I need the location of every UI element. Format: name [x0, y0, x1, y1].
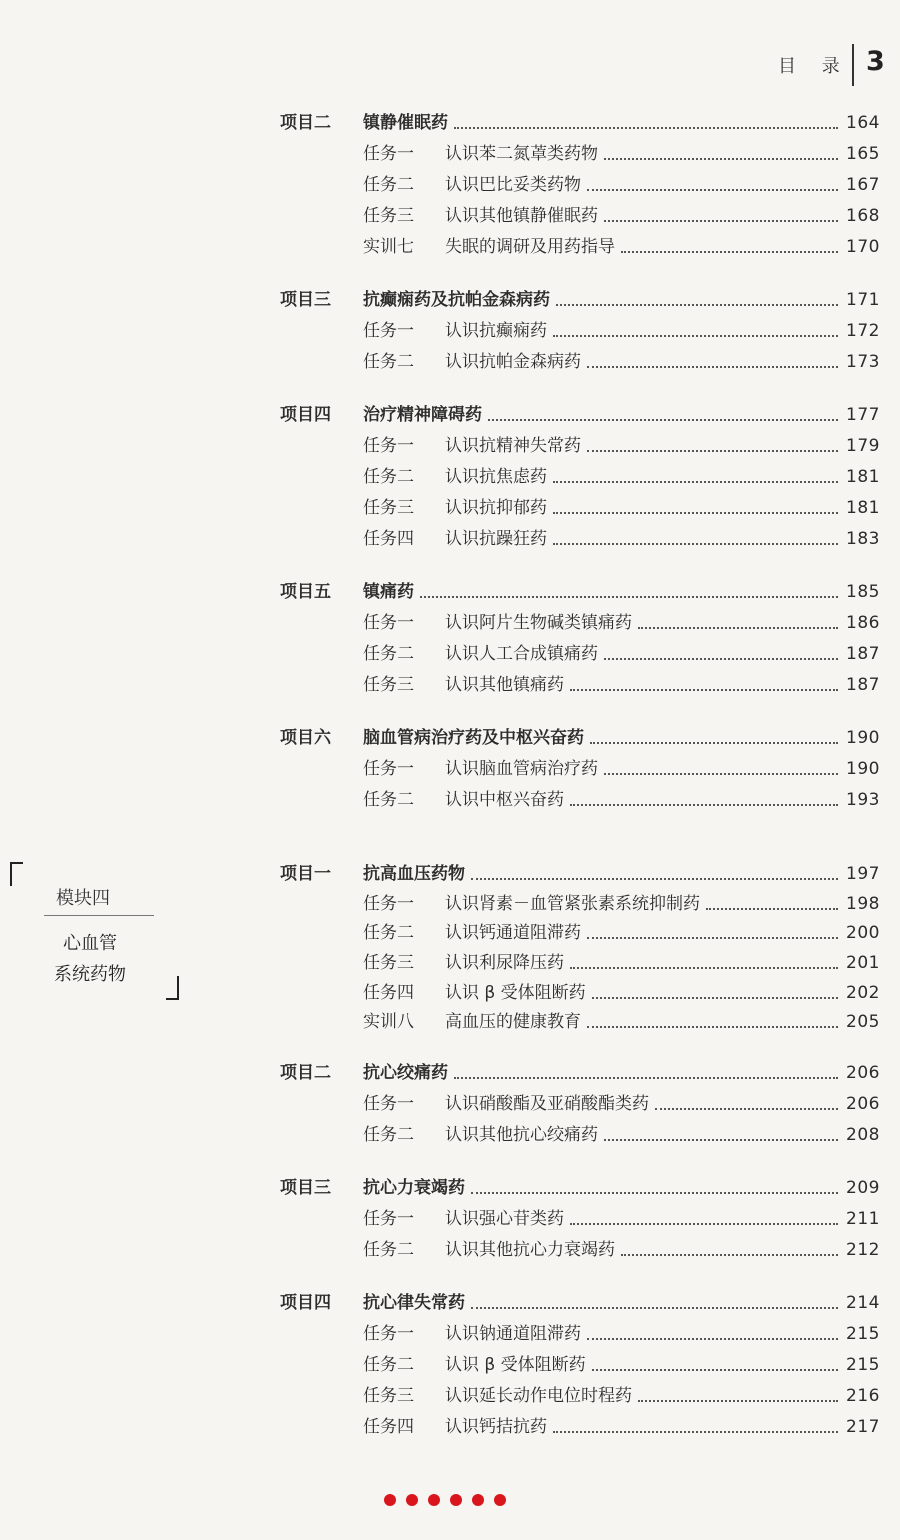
dot-leader — [553, 335, 838, 337]
dot-leader — [454, 1077, 838, 1079]
toc-entry-label: 项目二 — [280, 1063, 331, 1083]
bracket-top-left — [10, 862, 23, 886]
toc-entry-page: 181 — [846, 467, 880, 487]
toc-entry-page: 181 — [846, 498, 880, 518]
toc-project-entry[interactable] — [280, 1290, 880, 1316]
toc-entry-title: 认识硝酸酯及亚硝酸酯类药 — [445, 1094, 649, 1114]
toc-entry-title: 认识其他抗心力衰竭药 — [445, 1240, 615, 1260]
toc-entry-page: 171 — [846, 290, 880, 310]
toc-entry-label: 任务三 — [363, 206, 414, 226]
dot-leader — [553, 481, 838, 483]
toc-entry-page: 209 — [846, 1178, 880, 1198]
toc-entry-label: 实训七 — [363, 237, 414, 257]
toc-entry-title: 认识巴比妥类药物 — [445, 175, 581, 195]
toc-entry-label: 任务一 — [363, 144, 414, 164]
dot-leader — [590, 742, 838, 744]
toc-task-entry[interactable] — [280, 1009, 880, 1035]
dot-leader — [454, 127, 838, 129]
toc-entry-label: 任务二 — [363, 175, 414, 195]
toc-task-entry[interactable] — [280, 641, 880, 667]
toc-project-entry[interactable] — [280, 402, 880, 428]
toc-entry-title: 认识强心苷类药 — [445, 1209, 564, 1229]
toc-entry-title: 认识钙通道阻滞药 — [445, 923, 581, 943]
dot-leader — [621, 1254, 838, 1256]
toc-entry-label: 任务三 — [363, 675, 414, 695]
toc-task-entry[interactable] — [280, 1352, 880, 1378]
dot-leader — [570, 804, 838, 806]
red-dot-icon — [472, 1494, 484, 1506]
dot-leader — [471, 1192, 838, 1194]
dot-leader — [587, 189, 838, 191]
toc-entry-title: 脑血管病治疗药及中枢兴奋药 — [363, 728, 584, 748]
toc-entry-page: 198 — [846, 894, 880, 914]
toc-entry-page: 216 — [846, 1386, 880, 1406]
toc-entry-title: 认识钠通道阻滞药 — [445, 1324, 581, 1344]
toc-entry-title: 认识钙拮抗药 — [445, 1417, 547, 1437]
toc-entry-label: 任务二 — [363, 1355, 414, 1375]
toc-entry-label: 任务三 — [363, 1386, 414, 1406]
toc-task-entry[interactable] — [280, 318, 880, 344]
toc-entry-label: 任务四 — [363, 1417, 414, 1437]
toc-task-entry[interactable] — [280, 234, 880, 260]
page-header — [0, 44, 900, 90]
toc-task-entry[interactable] — [280, 349, 880, 375]
toc-task-entry[interactable] — [280, 1383, 880, 1409]
dot-leader — [587, 937, 838, 939]
dot-leader — [570, 967, 838, 969]
red-dot-icon — [428, 1494, 440, 1506]
toc-entry-title: 认识抗躁狂药 — [445, 529, 547, 549]
toc-task-entry[interactable] — [280, 1321, 880, 1347]
toc-entry-page: 212 — [846, 1240, 880, 1260]
toc-task-entry[interactable] — [280, 1091, 880, 1117]
dot-leader — [604, 158, 838, 160]
toc-task-entry[interactable] — [280, 1206, 880, 1232]
toc-project-entry[interactable] — [280, 861, 880, 887]
toc-entry-page: 187 — [846, 675, 880, 695]
toc-entry-title: 抗高血压药物 — [363, 864, 465, 884]
toc-entry-page: 200 — [846, 923, 880, 943]
toc-entry-page: 164 — [846, 113, 880, 133]
toc-task-entry[interactable] — [280, 203, 880, 229]
toc-entry-title: 认识 β 受体阻断药 — [445, 1355, 586, 1375]
toc-entry-page: 217 — [846, 1417, 880, 1437]
toc-entry-label: 任务一 — [363, 759, 414, 779]
dot-leader — [706, 908, 838, 910]
toc-project-entry[interactable] — [280, 1060, 880, 1086]
toc-task-entry[interactable] — [280, 1122, 880, 1148]
toc-entry-title: 认识中枢兴奋药 — [445, 790, 564, 810]
red-dot-icon — [406, 1494, 418, 1506]
dot-leader — [592, 1369, 838, 1371]
toc-entry-title: 失眠的调研及用药指导 — [445, 237, 615, 257]
toc-entry-title: 认识抗抑郁药 — [445, 498, 547, 518]
red-dot-icon — [384, 1494, 396, 1506]
toc-entry-title: 认识其他镇痛药 — [445, 675, 564, 695]
toc-task-entry[interactable] — [280, 141, 880, 167]
toc-entry-label: 任务二 — [363, 467, 414, 487]
module-divider — [44, 915, 154, 916]
toc-entry-page: 179 — [846, 436, 880, 456]
toc-entry-page: 183 — [846, 529, 880, 549]
toc-entry-label: 任务一 — [363, 321, 414, 341]
dot-leader — [587, 1026, 838, 1028]
red-dot-icon — [450, 1494, 462, 1506]
toc-entry-title: 认识人工合成镇痛药 — [445, 644, 598, 664]
toc-entry-page: 170 — [846, 237, 880, 257]
dot-leader — [553, 543, 838, 545]
toc-entry-title: 认识抗癫痫药 — [445, 321, 547, 341]
toc-entry-label: 实训八 — [363, 1012, 414, 1032]
dot-leader — [638, 627, 838, 629]
toc-entry-title: 认识抗精神失常药 — [445, 436, 581, 456]
toc-entry-page: 206 — [846, 1063, 880, 1083]
toc-task-entry[interactable] — [280, 672, 880, 698]
toc-entry-title: 认识 β 受体阻断药 — [445, 983, 586, 1003]
module-title-line-2: 系统药物 — [54, 964, 126, 985]
toc-entry-page: 190 — [846, 759, 880, 779]
toc-entry-label: 任务二 — [363, 790, 414, 810]
toc-entry-title: 高血压的健康教育 — [445, 1012, 581, 1032]
toc-project-entry[interactable] — [280, 725, 880, 751]
toc-project-entry[interactable] — [280, 579, 880, 605]
module-title — [40, 928, 140, 990]
toc-entry-label: 项目四 — [280, 1293, 331, 1313]
toc-task-entry[interactable] — [280, 950, 880, 976]
toc-task-entry[interactable] — [280, 1237, 880, 1263]
toc-entry-title: 抗心绞痛药 — [363, 1063, 448, 1083]
toc-entry-label: 任务四 — [363, 983, 414, 1003]
dot-leader — [638, 1400, 838, 1402]
module-box — [10, 862, 180, 1002]
toc-entry-label: 任务四 — [363, 529, 414, 549]
red-dot-icon — [494, 1494, 506, 1506]
toc-task-entry[interactable] — [280, 172, 880, 198]
toc-entry-label: 任务二 — [363, 1240, 414, 1260]
toc-entry-page: 193 — [846, 790, 880, 810]
toc-project-entry[interactable] — [280, 287, 880, 313]
dot-leader — [604, 773, 838, 775]
dot-leader — [592, 997, 838, 999]
toc-entry-label: 任务三 — [363, 498, 414, 518]
toc-entry-label: 项目二 — [280, 113, 331, 133]
toc-entry-page: 202 — [846, 983, 880, 1003]
dot-leader — [587, 1338, 838, 1340]
toc-entry-label: 任务一 — [363, 436, 414, 456]
page-number: 3 — [866, 46, 885, 77]
toc-entry-label: 项目一 — [280, 864, 331, 884]
toc-entry-page: 214 — [846, 1293, 880, 1313]
toc-entry-label: 任务二 — [363, 644, 414, 664]
toc-entry-label: 任务一 — [363, 1209, 414, 1229]
toc-entry-label: 项目三 — [280, 1178, 331, 1198]
toc-task-entry[interactable] — [280, 891, 880, 917]
toc-entry-page: 215 — [846, 1355, 880, 1375]
toc-entry-page: 205 — [846, 1012, 880, 1032]
toc-entry-page: 206 — [846, 1094, 880, 1114]
header-divider — [852, 44, 854, 86]
dot-leader — [587, 450, 838, 452]
toc-task-entry[interactable] — [280, 610, 880, 636]
toc-entry-label: 项目六 — [280, 728, 331, 748]
toc-entry-label: 任务二 — [363, 352, 414, 372]
dot-leader — [604, 658, 838, 660]
toc-task-entry[interactable] — [280, 756, 880, 782]
toc-entry-label: 任务三 — [363, 953, 414, 973]
dot-leader — [570, 689, 838, 691]
dot-leader — [570, 1223, 838, 1225]
toc-entry-label: 任务一 — [363, 1324, 414, 1344]
toc-entry-label: 项目五 — [280, 582, 331, 602]
toc-task-entry[interactable] — [280, 495, 880, 521]
toc-entry-label: 任务一 — [363, 613, 414, 633]
toc-entry-title: 认识肾素－血管紧张素系统抑制药 — [445, 894, 700, 914]
toc-entry-page: 185 — [846, 582, 880, 602]
toc-task-entry[interactable] — [280, 433, 880, 459]
toc-entry-page: 208 — [846, 1125, 880, 1145]
dot-leader — [471, 1307, 838, 1309]
toc-task-entry[interactable] — [280, 980, 880, 1006]
toc-entry-label: 任务一 — [363, 1094, 414, 1114]
header-label: 目 录 — [778, 56, 850, 77]
toc-entry-title: 抗心力衰竭药 — [363, 1178, 465, 1198]
toc-entry-title: 认识利尿降压药 — [445, 953, 564, 973]
module-title-line-1: 心血管 — [63, 933, 117, 954]
toc-entry-title: 认识延长动作电位时程药 — [445, 1386, 632, 1406]
toc-entry-title: 抗心律失常药 — [363, 1293, 465, 1313]
toc-entry-page: 172 — [846, 321, 880, 341]
toc-entry-page: 215 — [846, 1324, 880, 1344]
toc-entry-title: 认识阿片生物碱类镇痛药 — [445, 613, 632, 633]
toc-entry-title: 认识其他镇静催眠药 — [445, 206, 598, 226]
toc-entry-label: 任务二 — [363, 923, 414, 943]
toc-entry-page: 190 — [846, 728, 880, 748]
toc-entry-label: 项目三 — [280, 290, 331, 310]
toc-entry-title: 认识苯二氮䓬类药物 — [445, 144, 598, 164]
toc-task-entry[interactable] — [280, 920, 880, 946]
toc-entry-title: 治疗精神障碍药 — [363, 405, 482, 425]
decorative-dots — [384, 1494, 524, 1510]
toc-entry-title: 认识抗帕金森病药 — [445, 352, 581, 372]
dot-leader — [604, 220, 838, 222]
toc-entry-page: 165 — [846, 144, 880, 164]
toc-entry-title: 镇痛药 — [363, 582, 414, 602]
dot-leader — [604, 1139, 838, 1141]
dot-leader — [556, 304, 838, 306]
dot-leader — [587, 366, 838, 368]
toc-entry-title: 认识脑血管病治疗药 — [445, 759, 598, 779]
dot-leader — [488, 419, 838, 421]
dot-leader — [655, 1108, 838, 1110]
toc-entry-page: 201 — [846, 953, 880, 973]
toc-entry-label: 任务二 — [363, 1125, 414, 1145]
toc-entry-title: 镇静催眠药 — [363, 113, 448, 133]
dot-leader — [553, 1431, 838, 1433]
toc-task-entry[interactable] — [280, 1414, 880, 1440]
toc-entry-page: 168 — [846, 206, 880, 226]
dot-leader — [621, 251, 838, 253]
dot-leader — [553, 512, 838, 514]
toc-entry-page: 173 — [846, 352, 880, 372]
bracket-bottom-right — [166, 976, 179, 1000]
toc-task-entry[interactable] — [280, 526, 880, 552]
toc-project-entry[interactable] — [280, 1175, 880, 1201]
toc-entry-page: 167 — [846, 175, 880, 195]
toc-entry-page: 177 — [846, 405, 880, 425]
dot-leader — [420, 596, 838, 598]
dot-leader — [471, 878, 838, 880]
toc-task-entry[interactable] — [280, 787, 880, 813]
toc-entry-page: 211 — [846, 1209, 880, 1229]
toc-entry-title: 认识抗焦虑药 — [445, 467, 547, 487]
toc-entry-label: 任务一 — [363, 894, 414, 914]
toc-task-entry[interactable] — [280, 464, 880, 490]
toc-entry-page: 186 — [846, 613, 880, 633]
toc-entry-page: 187 — [846, 644, 880, 664]
module-label: 模块四 — [56, 888, 110, 909]
toc-entry-title: 抗癫痫药及抗帕金森病药 — [363, 290, 550, 310]
toc-entry-label: 项目四 — [280, 405, 331, 425]
toc-entry-title: 认识其他抗心绞痛药 — [445, 1125, 598, 1145]
toc-entry-page: 197 — [846, 864, 880, 884]
toc-project-entry[interactable] — [280, 110, 880, 136]
